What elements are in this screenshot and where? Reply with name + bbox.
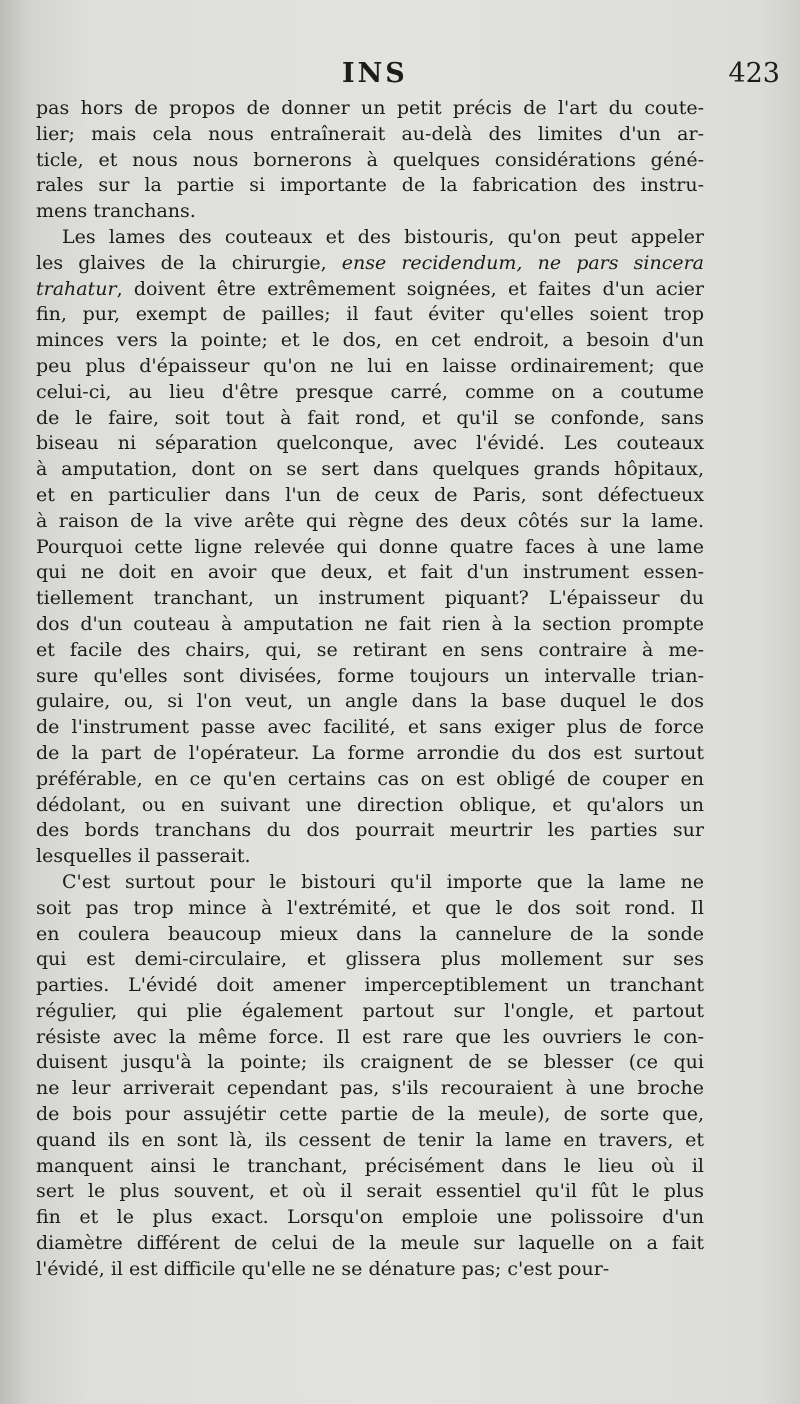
text-line: trahatur, doivent être extrêmement soignées, et faites d'un acier [36,277,704,300]
text-line: de le faire, soit tout à fait rond, et qu'il se confonde, sans [36,406,704,429]
text-line: qui est demi-circulaire, et glissera plus mollement sur ses [36,948,704,971]
text-line: pas hors de propos de donner un petit précis de l'art du coute- [36,97,704,119]
paragraph [36,96,704,225]
text-line: à raison de la vive arête qui règne des deux côtés sur la lame. [36,509,704,532]
text-line: duisent jusqu'à la pointe; ils craignent de se blesser (ce qui [36,1051,704,1074]
text-line: des bords tranchans du dos pourrait meurtrir les parties sur [36,819,704,842]
text-line: quand ils en sont là, ils cessent de tenir la lame en travers, et [36,1128,704,1151]
text-line: mens tranchans. [36,200,196,223]
text-line: C'est surtout pour le bistouri qu'il importe que la lame ne [62,870,704,893]
text-line: fin, pur, exempt de pailles; il faut éviter qu'elles soient trop [36,303,704,326]
text-line: celui-ci, au lieu d'être presque carré, comme on a coutume [36,380,704,403]
italic-phrase: trahatur [36,277,117,300]
body-text [36,96,704,1283]
text-line: dédolant, ou en suivant une direction oblique, et qu'alors un [36,793,704,816]
text-line: gulaire, ou, si l'on veut, un angle dans la base duquel le dos [36,690,704,713]
italic-phrase: ense recidendum, ne pars sincera [341,251,704,274]
text-line: de l'instrument passe avec facilité, et sans exiger plus de force [36,716,704,739]
text-line: Pourquoi cette ligne relevée qui donne quatre faces à une lame [36,535,704,558]
text-line: fin et le plus exact. Lorsqu'on emploie une polissoire d'un [36,1206,704,1229]
text-line: sure qu'elles sont divisées, forme toujours un intervalle trian- [36,664,704,687]
text-line: tiellement tranchant, un instrument piquant? L'épaisseur du [36,587,704,610]
text-line: régulier, qui plie également partout sur l'ongle, et partout [36,999,704,1022]
page-number: 423 [728,58,780,89]
text-line: à amputation, dont on se sert dans quelques grands hôpitaux, [36,458,704,481]
text-line: qui ne doit en avoir que deux, et fait d'un instrument essen- [36,561,704,584]
text-line: dos d'un couteau à amputation ne fait rien à la section prompte [36,612,704,635]
paragraph [36,870,704,1283]
text-line: diamètre différent de celui de la meule sur laquelle on a fait [36,1232,704,1255]
text-line: ne leur arriverait cependant pas, s'ils recouraient à une broche [36,1077,704,1100]
text-line: préférable, en ce qu'en certains cas on est obligé de couper en [36,767,704,790]
text-line: de bois pour assujétir cette partie de la meule), de sorte que, [36,1103,704,1126]
text-line: peu plus d'épaisseur qu'on ne lui en laisse ordinairement; que [36,354,704,377]
text-line: les glaives de la chirurgie, ense recidendum, ne pars sincera [36,251,704,274]
running-head: INS [342,58,408,89]
text-line: minces vers la pointe; et le dos, en cet endroit, a besoin d'un [36,329,704,352]
text-line: et en particulier dans l'un de ceux de Paris, sont défectueux [36,483,704,506]
page-header [0,56,800,96]
text-line: lesquelles il passerait. [36,845,251,868]
text-line: Les lames des couteaux et des bistouris, qu'on peut appeler [62,225,704,248]
text-line: rales sur la partie si importante de la fabrication des instru- [36,174,704,197]
text-line: et facile des chairs, qui, se retirant en sens contraire à me- [36,638,704,661]
text-line: parties. L'évidé doit amener imperceptiblement un tranchant [36,974,704,997]
text-line: ticle, et nous nous bornerons à quelques considérations géné- [36,148,704,171]
text-line: sert le plus souvent, et où il serait essentiel qu'il fût le plus [36,1180,704,1203]
text-line: biseau ni séparation quelconque, avec l'évidé. Les couteaux [36,432,704,455]
text-line: de la part de l'opérateur. La forme arrondie du dos est surtout [36,741,704,764]
text-line: manquent ainsi le tranchant, précisément dans le lieu où il [36,1154,704,1177]
text-line: soit pas trop mince à l'extrémité, et que le dos soit rond. Il [36,896,704,919]
paragraph [36,225,704,870]
text-line: lier; mais cela nous entraînerait au-delà des limites d'un ar- [36,122,704,145]
text-line: l'évidé, il est difficile qu'elle ne se dénature pas; c'est pour- [36,1257,610,1280]
text-line: résiste avec la même force. Il est rare que les ouvriers le con- [36,1025,704,1048]
text-line: en coulera beaucoup mieux dans la cannelure de la sonde [36,922,704,945]
